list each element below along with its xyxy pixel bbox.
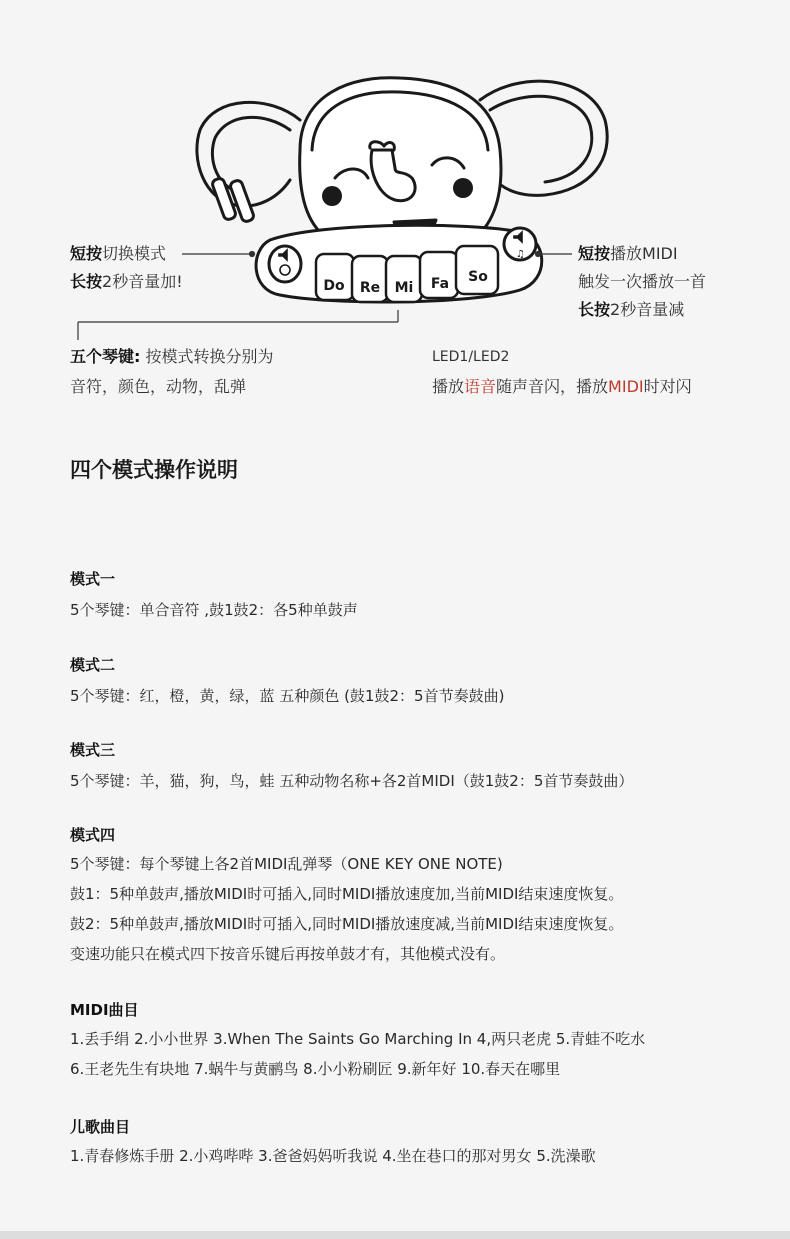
midi-songs-line-2: 6.王老先生有块地 7.蜗牛与黄鹂鸟 8.小小粉刷匠 9.新年好 10.春天在哪里 [70,1060,561,1078]
led-text-a: 播放 [432,377,465,396]
mode-2-title: 模式二 [70,656,116,674]
five-keys-label: 五个琴键: [70,347,141,366]
led-text-voice: 语音 [464,377,497,396]
led-annotation [432,342,692,402]
long-press-label: 长按 [70,272,103,291]
mode-1-line-1: 5个琴键：单合音符 ,鼓1鼓2：各5种单鼓声 [70,601,358,619]
short-press-label: 短按 [70,244,103,263]
midi-songs-line-1: 1.丢手绢 2.小小世界 3.When The Saints Go Marching In 4,两只老虎 5.青蛙不吃水 [70,1030,646,1048]
midi-songs [70,1000,645,1084]
trigger-text: 触发一次播放一首 [578,272,707,291]
key-label-4: Fa [430,276,450,292]
mode-2 [70,654,504,706]
led-text-e: 时对闪 [643,377,692,396]
midi-button-annotation [578,240,706,324]
short-press-label-right: 短按 [578,244,611,263]
mode-1 [70,568,358,620]
mode-4-line-2: 鼓1：5种单鼓声,播放MIDI时可插入,同时MIDI播放速度加,当前MIDI结束速度恢复。 [70,885,624,903]
kids-songs-title: 儿歌曲目 [70,1118,131,1136]
mode-3-title: 模式三 [70,741,116,759]
switch-mode-text: 切换模式 [102,244,167,263]
section-title: 四个模式操作说明 [70,458,238,482]
midi-songs-title: MIDI曲目 [70,1001,139,1019]
mode-2-line-1: 5个琴键：红，橙，黄，绿，蓝 五种颜色 (鼓1鼓2：5首节奏鼓曲) [70,687,505,705]
volume-down-text: 2秒音量减 [610,300,685,319]
mode-4 [70,825,623,969]
keys-annotation [70,342,274,402]
key-label-3: Mi [394,280,414,296]
keys-modes-list: 音符，颜色，动物，乱弹 [70,377,247,396]
mode-3 [70,739,633,791]
kids-songs [70,1117,596,1171]
mode-3-line-1: 5个琴键：羊，猫，狗，鸟，蛙 五种动物名称+各2首MIDI（鼓1鼓2：5首节奏鼓曲） [70,772,634,790]
mode-4-line-1: 5个琴键：每个琴键上各2首MIDI乱弹琴（ONE KEY ONE NOTE) [70,855,503,873]
key-label-2: Re [359,280,381,296]
led-text-midi: MIDI [608,377,644,396]
play-midi-text: 播放MIDI [610,244,678,263]
bottom-divider [0,1231,790,1239]
long-press-label-right: 长按 [578,300,611,319]
led-label: LED1/LED2 [432,349,510,365]
keys-mode-text: 按模式转换分别为 [140,347,274,366]
mode-4-line-3: 鼓2：5种单鼓声,播放MIDI时可插入,同时MIDI播放速度减,当前MIDI结束速度恢复。 [70,915,624,933]
led-text-c: 随声音闪，播放 [496,377,609,396]
key-label-5: So [468,269,488,285]
mode-1-title: 模式一 [70,570,116,588]
head [300,78,501,240]
mode-button-annotation [70,240,183,296]
mode-4-line-4: 变速功能只在模式四下按音乐键后再按单鼓才有，其他模式没有。 [70,945,506,963]
volume-up-text: 2秒音量加! [102,272,183,291]
key-label-1: Do [323,278,345,294]
mode-4-title: 模式四 [70,826,116,844]
kids-songs-line-1: 1.青春修炼手册 2.小鸡哔哔 3.爸爸妈妈听我说 4.坐在巷口的那对男女 5.洗澡歌 [70,1147,596,1165]
music-note-icon: ♫ [516,249,525,260]
